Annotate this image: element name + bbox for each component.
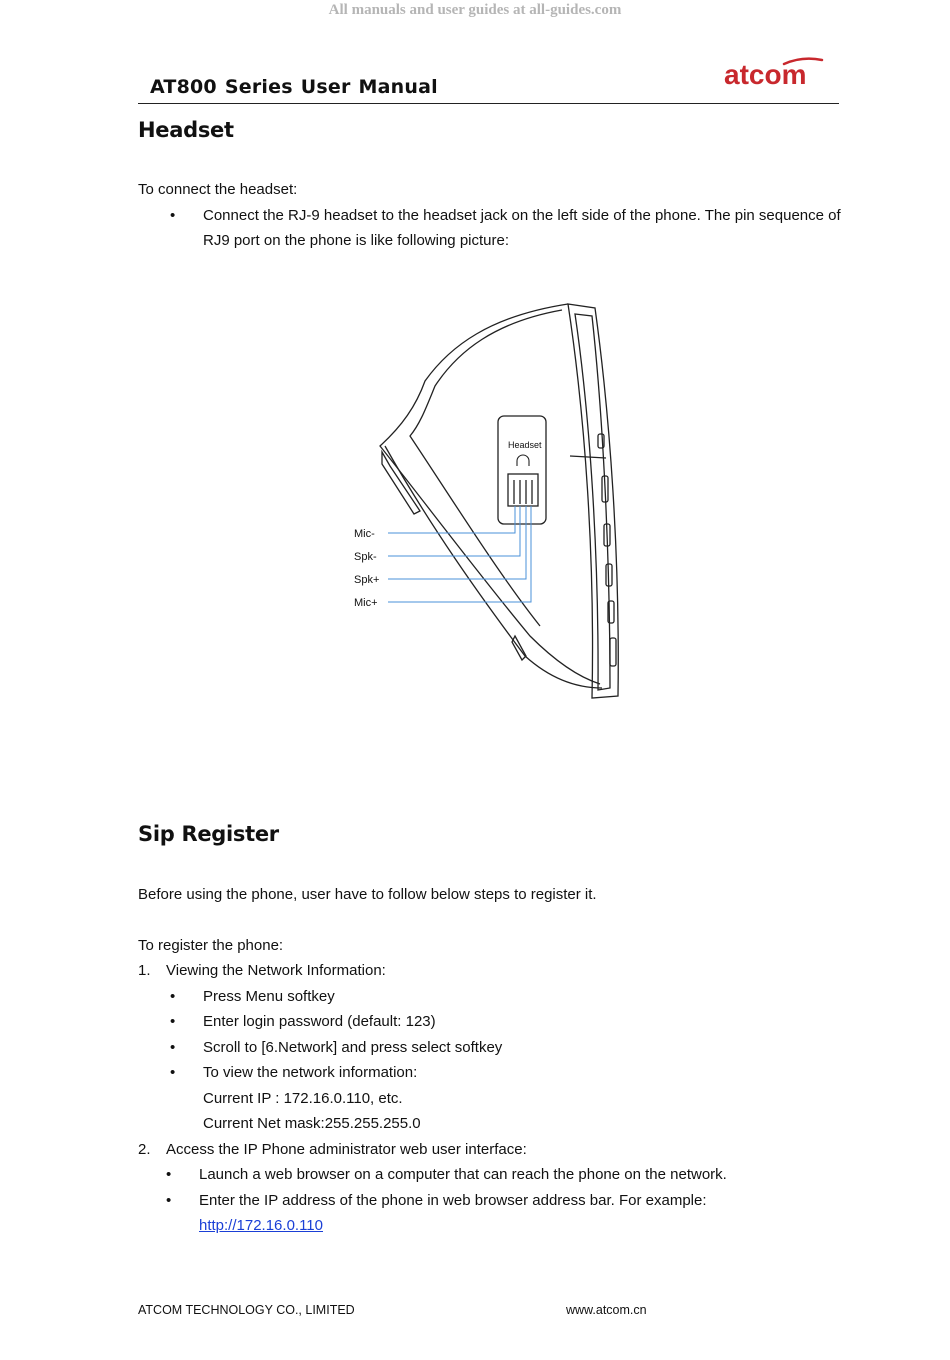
pin-label-spk-plus: Spk+ <box>354 574 380 586</box>
current-mask-text: Current Net mask:255.255.255.0 <box>203 1115 421 1132</box>
phone-bottom-curve <box>385 446 602 688</box>
bullet-dot: • <box>166 1192 172 1209</box>
footer-company: ATCOM TECHNOLOGY CO., LIMITED <box>138 1303 355 1317</box>
bullet-dot: • <box>170 1064 176 1081</box>
pin-label-mic-plus: Mic+ <box>354 597 378 609</box>
title-word: Series <box>224 76 293 98</box>
bullet-dot: • <box>166 1166 172 1183</box>
headset-heading: Headset <box>138 118 234 142</box>
step-2-bullet: Launch a web browser on a computer that can reach the phone on the network. <box>199 1166 727 1183</box>
bullet-dot: • <box>170 1039 176 1056</box>
headset-port-panel <box>498 416 546 524</box>
step-1-bullet: To view the network information: <box>203 1064 418 1081</box>
watermark: All manuals and user guides at all-guides.com <box>328 2 622 18</box>
headset-bullet-line-1: Connect the RJ-9 headset to the headset jack on the left side of the phone. The pin sequence of <box>203 207 841 224</box>
sip-register-heading: Sip Register <box>138 822 279 846</box>
logo-text: atcom <box>724 59 807 90</box>
header-rule <box>138 103 839 104</box>
title-word: Manual <box>358 76 438 98</box>
step-1-bullet: Enter login password (default: 123) <box>203 1013 436 1030</box>
headset-intro: To connect the headset: <box>138 181 298 198</box>
bullet-dot: • <box>170 1013 176 1030</box>
step-2-number: 2. <box>138 1141 151 1158</box>
footer-website: www.atcom.cn <box>566 1303 647 1317</box>
step-1-bullet: Scroll to [6.Network] and press select softkey <box>203 1039 503 1056</box>
bullet-dot: • <box>170 988 176 1005</box>
port-label: Headset <box>508 440 542 450</box>
rj9-jack <box>508 474 538 506</box>
headset-bullet-line-2: RJ9 port on the phone is like following picture: <box>203 232 510 249</box>
bullet-dot: • <box>170 207 176 224</box>
step-1-text: Viewing the Network Information: <box>166 962 386 979</box>
step-2-text: Access the IP Phone administrator web user interface: <box>166 1141 527 1158</box>
sip-intro: Before using the phone, user have to follow below steps to register it. <box>138 886 597 903</box>
step-1-bullet: Press Menu softkey <box>203 988 335 1005</box>
pin-line-mic-minus <box>388 506 515 533</box>
handset-divider <box>570 456 606 458</box>
manual-title <box>150 76 446 98</box>
example-url-link[interactable]: http://172.16.0.110 <box>199 1217 323 1234</box>
pin-label-spk-minus: Spk- <box>354 551 377 563</box>
title-word: User <box>300 76 351 98</box>
pin-line-spk-plus <box>388 506 526 579</box>
to-register-text: To register the phone: <box>138 937 284 954</box>
phone-foot <box>382 452 420 514</box>
step-1-number: 1. <box>138 962 151 979</box>
pin-line-mic-plus <box>388 506 531 602</box>
pin-line-spk-minus <box>388 506 520 556</box>
atcom-logo <box>722 56 832 90</box>
rj9-pinout-figure <box>340 296 630 708</box>
current-ip-text: Current IP : 172.16.0.110, etc. <box>203 1090 403 1107</box>
headphone-icon <box>517 455 529 466</box>
step-2-bullet: Enter the IP address of the phone in web browser address bar. For example: <box>199 1192 707 1209</box>
title-word: AT800 <box>150 76 217 98</box>
pin-label-mic-minus: Mic- <box>354 528 375 540</box>
side-button <box>610 638 616 666</box>
